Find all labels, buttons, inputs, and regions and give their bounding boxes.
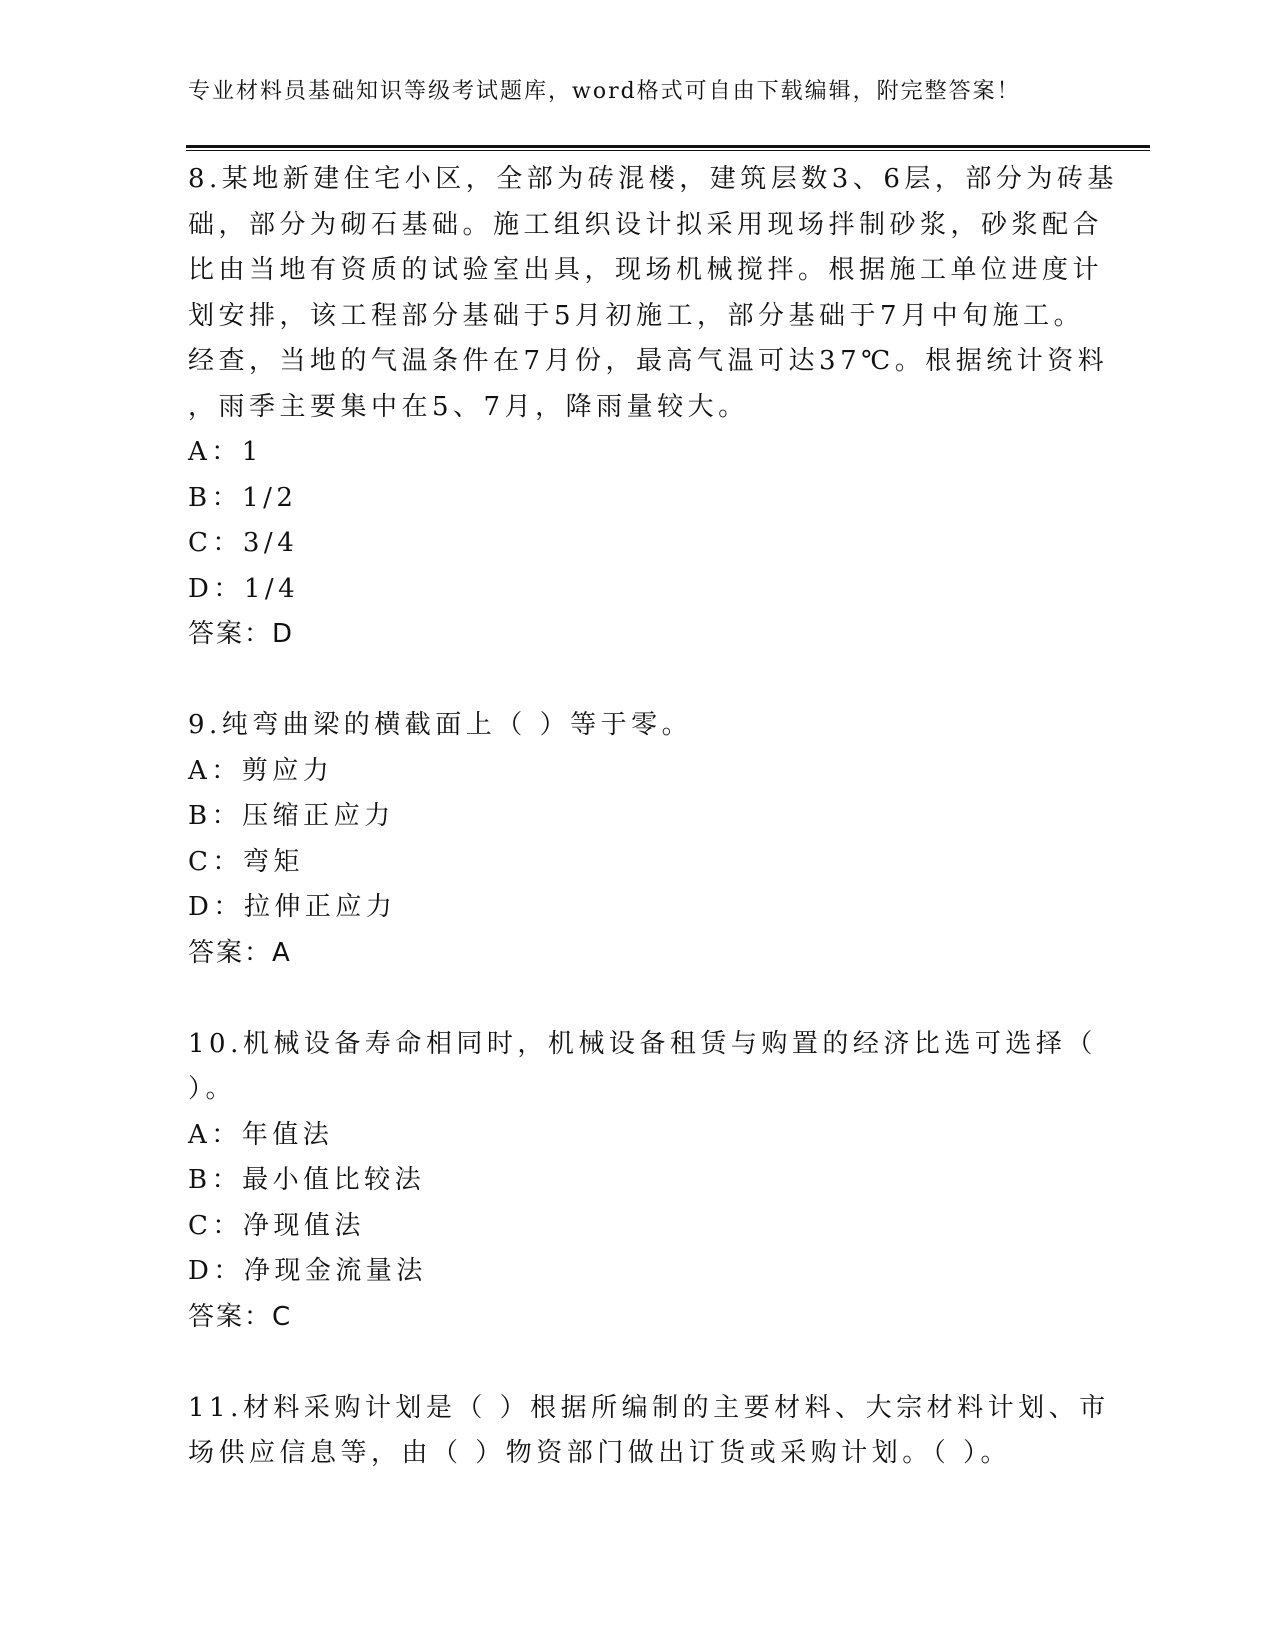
option-a: A：剪应力 [188,755,334,786]
option-d: D：拉伸正应力 [188,892,397,922]
page-header-text: 专业材料员基础知识等级考试题库，word格式可自由下载编辑，附完整答案！ [188,79,1021,104]
header-divider-thick [186,145,1150,148]
question-stem-line: ）。 [188,1074,237,1104]
option-d: D：1/4 [188,573,300,604]
header-divider-thin [186,150,1150,151]
answer-line: 答案：A [188,937,292,968]
option-b: B：压缩正应力 [188,801,395,831]
answer-line: 答案：D [188,619,295,649]
option-d: D：净现金流量法 [188,1256,427,1286]
option-c: C：3/4 [188,528,299,558]
option-a: A：1 [188,437,263,467]
question-8 [188,157,1118,658]
question-9 [188,703,1088,976]
question-11 [188,1386,1110,1477]
question-stem-line: 9.纯弯曲梁的横截面上（ ）等于零。 [188,710,693,740]
answer-line: 答案：C [188,1301,293,1332]
question-stem-line: 11.材料采购计划是（ ）根据所编制的主要材料、大宗材料计划、市 [188,1392,1110,1423]
question-gap [188,658,1088,704]
question-stem-line: 10.机械设备寿命相同时，机械设备租赁与购置的经济比选可选择（ [188,1028,1097,1059]
question-stem-line: ，雨季主要集中在5、7月，降雨量较大。 [188,391,749,422]
question-gap [188,976,1088,1022]
question-stem-line: 场供应信息等，由（ ）物资部门做出订货或采购计划。（ ）。 [188,1438,1012,1468]
question-stem-line: 8.某地新建住宅小区，全部为砖混楼，建筑层数3、6层，部分为砖基 [188,164,1118,194]
question-10 [188,1022,1097,1341]
question-list [188,157,1118,1477]
option-b: B：1/2 [188,482,298,513]
question-gap [188,1340,1088,1386]
question-stem-line: 比由当地有资质的试验室出具，现场机械搅拌。根据施工单位进度计 [188,255,1104,285]
question-stem-line: 划安排，该工程部分基础于5月初施工，部分基础于7月中旬施工。 [188,300,1085,331]
option-c: C：弯矩 [188,846,304,877]
option-a: A：年值法 [188,1119,334,1150]
question-stem-line: 础，部分为砌石基础。施工组织设计拟采用现场拌制砂浆，砂浆配合 [188,209,1104,240]
option-c: C：净现值法 [188,1210,365,1241]
option-b: B：最小值比较法 [188,1165,426,1195]
question-stem-line: 经查，当地的气温条件在7月份，最高气温可达37℃。根据统计资料 [188,346,1109,376]
